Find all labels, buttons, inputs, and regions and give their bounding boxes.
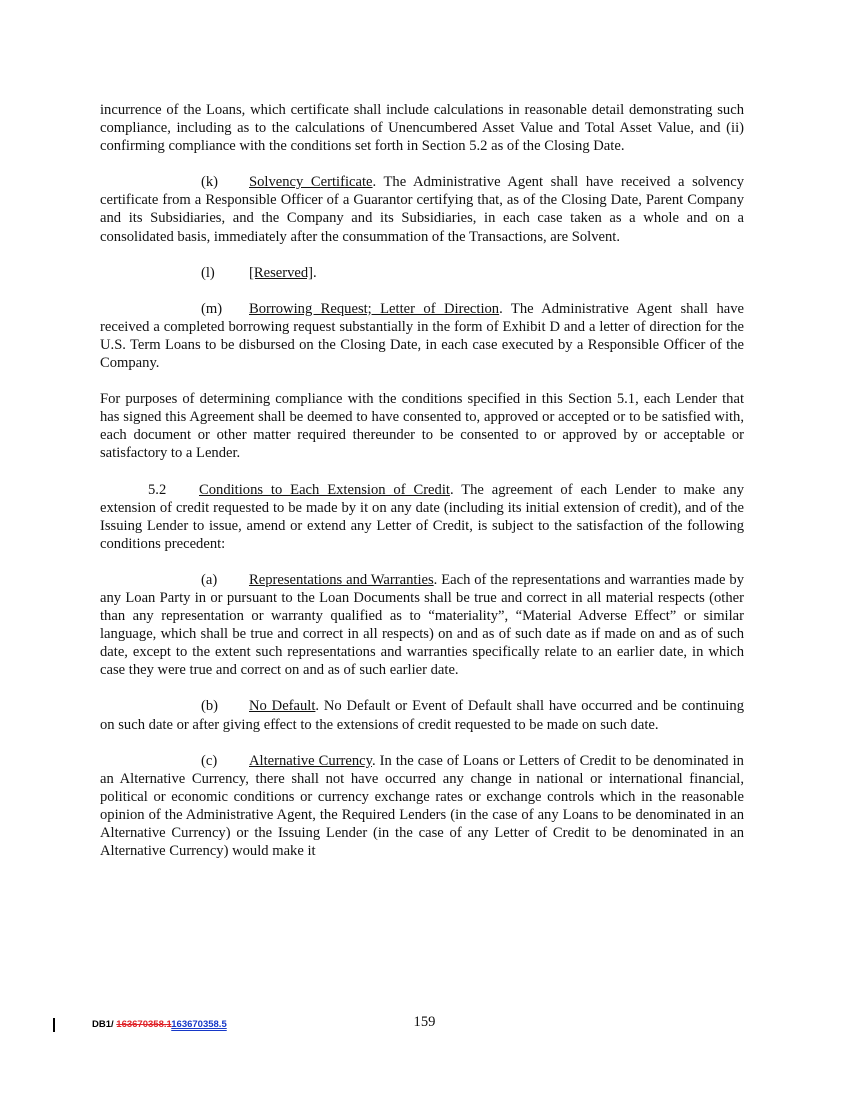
section-text: . The agreement of each Lender to make any extension of credit requested to be made by it on any date (including its initial extension of credit), and of the Issuing Lender to issue, amend or extend any Letter of Credit, is subject to the satisfaction of the following conditions precedent: xyxy=(100,481,745,552)
clause-text: . The Administrative Agent shall have received a completed borrowing request substantially in the form of Exhibit D and a letter of direction for the U.S. Term Loans to be disbursed on the Closing Date, in each case executed by a Responsible Officer of the Company. xyxy=(100,300,745,372)
clause-heading: Borrowing Request; Letter of Direction xyxy=(249,300,500,317)
clause-l-reserved xyxy=(100,264,744,282)
clause-b-no-default xyxy=(100,697,744,733)
clause-label: (l) xyxy=(201,264,215,281)
clause-a-representations xyxy=(100,571,744,680)
section-5-2-conditions xyxy=(100,481,744,553)
section-heading: Conditions to Each Extension of Credit xyxy=(199,481,450,498)
clause-m-borrowing-request xyxy=(100,300,744,372)
clause-text: . Each of the representations and warranties made by any Loan Party in or pursuant to the Loan Documents shall be true and correct in all material respects (other than any representation or warranty qualified as to “materiality”, “Material Adverse Effect” or similar language, which shall be true and correct in all respects) on and as of such date as if made on and as of such date, except to the extent such representations and warranties specifically relate to an earlier date, in which case they were true and correct on and as of such earlier date. xyxy=(100,571,744,679)
clause-heading: [Reserved] xyxy=(249,264,314,281)
clause-label: (k) xyxy=(201,174,219,191)
section-number: 5.2 xyxy=(148,481,167,498)
reference-prefix: DB1/ xyxy=(92,1019,117,1030)
deleted-reference: 163670358.1 xyxy=(116,1019,172,1030)
clause-text: . The Administrative Agent shall have received a solvency certificate from a Responsible Officer of a Guarantor certifying that, as of the Closing Date, Parent Company and its Subsidiaries, and the Company and its Subsidiaries, in each case taken as a whole and on a consolidated basis, immediately after the consummation of the Transactions, are Solvent. xyxy=(100,174,744,245)
clause-text: . In the case of Loans or Letters of Credit to be denominated in an Alternative Currency, there shall not have occurred any change in national or international financial, political or economic conditions or currency exchange rates or exchange controls which in the reasonable opinion of the Administrative Agent, the Required Lenders (in the case of any Loans to be denominated in an Alternative Currency) or the Issuing Lender (in the case of any Letter of Credit to be denominated in an Alternative Currency) would make it xyxy=(100,752,744,860)
clause-label: (c) xyxy=(201,752,218,769)
clause-heading: No Default xyxy=(249,698,316,715)
inserted-reference: 163670358.5 xyxy=(171,1019,227,1030)
paragraph-purposes: For purposes of determining compliance with the conditions specified in this Section 5.1, each Lender that has signed this Agreement shall be deemed to have consented to, approved or accepted or to be satisfied with, each document or other matter required thereunder to be consented to or approved by or acceptable or satisfactory to a Lender. xyxy=(100,391,744,462)
page-body xyxy=(100,101,744,860)
clause-text: . xyxy=(313,264,317,281)
clause-heading: Alternative Currency xyxy=(249,752,373,769)
clause-heading: Representations and Warranties xyxy=(249,571,434,588)
clause-label: (m) xyxy=(201,300,223,317)
clause-label: (a) xyxy=(201,571,218,588)
clause-text: . No Default or Event of Default shall have occurred and be continuing on such date or after giving effect to the extensions of credit requested to be made on such date. xyxy=(100,698,745,733)
clause-c-alternative-currency xyxy=(100,752,744,861)
clause-k-solvency-certificate xyxy=(100,173,744,245)
clause-label: (b) xyxy=(201,698,219,715)
page-number: 159 xyxy=(413,1014,436,1030)
paragraph-continuation: incurrence of the Loans, which certificate shall include calculations in reasonable detail demonstrating such compliance, including as to the calculations of Unencumbered Asset Value and Total Asset Value, and (ii) confirming compliance with the conditions set forth in Section 5.2 as of the Closing Date. xyxy=(100,102,744,155)
clause-heading: Solvency Certificate xyxy=(249,174,373,191)
